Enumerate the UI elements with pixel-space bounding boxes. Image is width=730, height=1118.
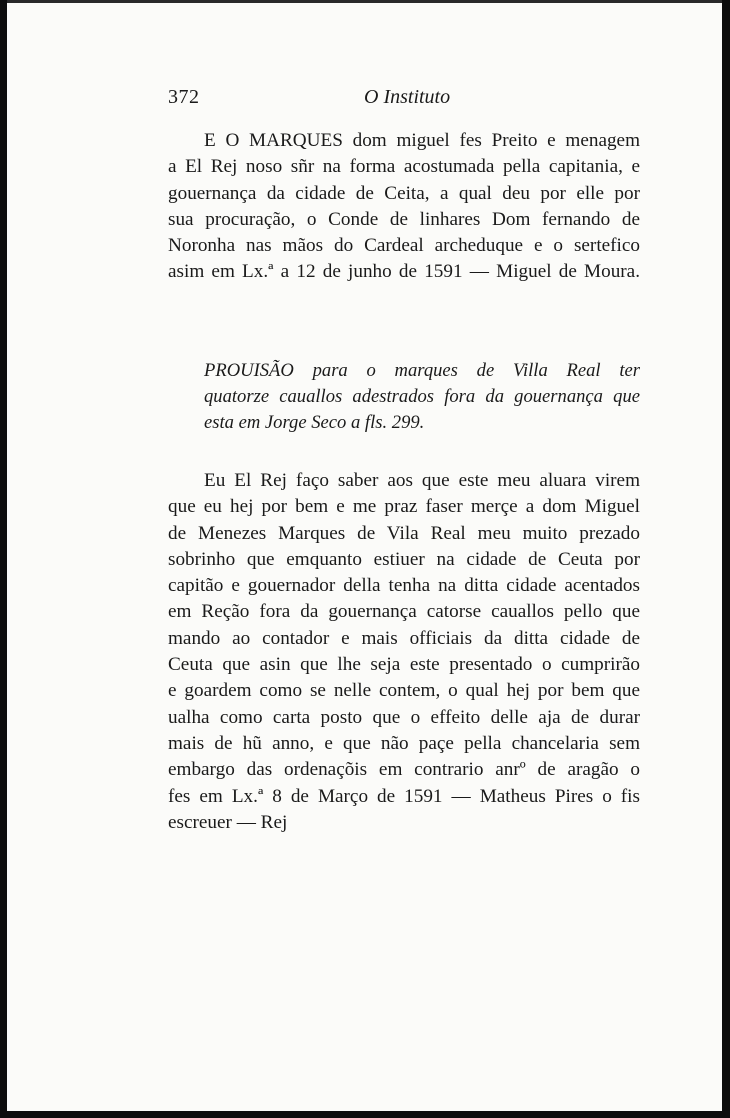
text-line: e goardem como se nelle contem, o qual hej por bem que [168, 680, 640, 702]
text-line: fes em Lx.ª 8 de Março de 1591 — Matheus Pires o fis [168, 785, 640, 807]
text-line: sobrinho que emquanto estiuer na cidade de Ceuta por [168, 548, 640, 570]
text-line: E O MARQUES dom miguel fes Preito e menagem [204, 130, 640, 151]
heading-line: esta em Jorge Seco a fls. 299. [204, 412, 425, 433]
text-line: embargo das ordenaçõis em contrario anrº de aragão o [168, 759, 640, 781]
page-header [168, 86, 640, 116]
scan-edge-right [722, 0, 730, 1118]
text-line: Ceuta que asin que lhe seja este presentado o cumprirão [168, 654, 640, 676]
text-line: sua procuração, o Conde de linhares Dom fernando de [168, 208, 640, 230]
heading-line: quatorze cauallos adestrados fora da gouernança que [204, 386, 640, 407]
scan-edge-bottom [0, 1111, 730, 1118]
text-line: escreuer — Rej [168, 811, 288, 833]
text-line: asim em Lx.ª a 12 de junho de 1591 — Miguel de Moura. [168, 261, 640, 283]
text-line: mais de hũ anno, e que não paçe pella chancelaria sem [168, 732, 640, 754]
text-line: Noronha nas mãos do Cardeal archeduque e o sertefico [168, 235, 640, 257]
page-number: 372 [168, 86, 200, 108]
text-line: de Menezes Marques de Vila Real meu muito prezado [168, 522, 640, 544]
text-line: que eu hej por bem e me praz faser merçe a dom Miguel [168, 496, 640, 518]
section-heading-prouisao [204, 358, 640, 436]
running-title: O Instituto [364, 86, 451, 108]
heading-line: PROUISÃO para o marques de Villa Real ter [204, 360, 640, 381]
scan-edge-left [0, 0, 7, 1118]
scan-edge-top [0, 0, 730, 3]
text-line: gouernança da cidade de Ceita, a qual deu por elle por [168, 182, 640, 204]
text-line: a El Rej noso sñr na forma acostumada pella capitania, e [168, 156, 640, 178]
text-line: em Reção fora da gouernança catorse cauallos pello que [168, 601, 640, 623]
text-line: mando ao contador e mais officiais da ditta cidade de [168, 627, 640, 649]
paragraph-aluara [168, 468, 640, 836]
paragraph-menagem [168, 128, 640, 286]
text-line: capitão e gouernador della tenha na ditta cidade acentados [168, 575, 640, 597]
text-line: Eu El Rej faço saber aos que este meu aluara virem [204, 470, 640, 491]
text-line: ualha como carta posto que o effeito delle aja de durar [168, 706, 640, 728]
